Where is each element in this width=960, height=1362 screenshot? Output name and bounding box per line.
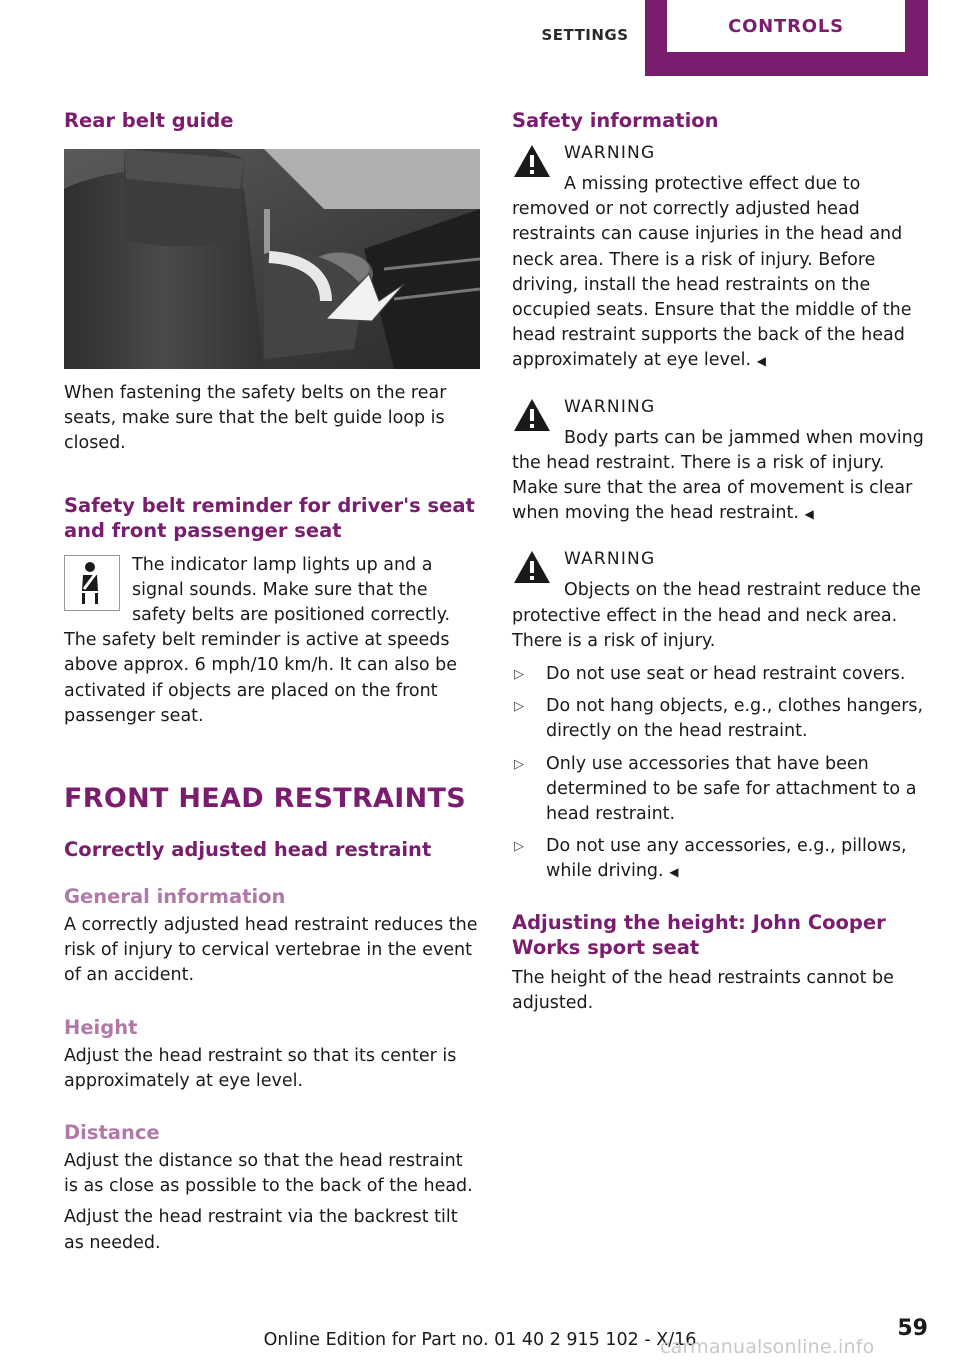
seatbelt-icon bbox=[64, 555, 120, 611]
bullet-triangle-icon: ▷ bbox=[514, 667, 524, 683]
jcw-sport-seat-heading: Adjusting the height: John Cooper Works sport seat bbox=[512, 910, 886, 959]
rear-belt-guide-photo bbox=[64, 149, 480, 369]
bullet-triangle-icon: ▷ bbox=[514, 699, 524, 715]
warning-block-1 bbox=[512, 141, 930, 375]
warning-block-3 bbox=[512, 547, 930, 654]
distance-text-1: Adjust the distance so that the head restraint is as close as possible to the back of the head. bbox=[64, 1151, 473, 1197]
warning-triangle-icon bbox=[512, 549, 552, 585]
rear-belt-guide-heading: Rear belt guide bbox=[64, 109, 234, 132]
general-information-text: A correctly adjusted head restraint reduces the risk of injury to cervical vertebrae in the event of an accident. bbox=[64, 915, 478, 986]
page-number: 59 bbox=[897, 1316, 928, 1341]
warning-label: WARNING bbox=[564, 143, 656, 163]
end-mark: ◀ bbox=[756, 354, 766, 369]
safety-belt-reminder-block bbox=[64, 553, 482, 729]
warning-triangle-icon bbox=[512, 143, 552, 179]
tab-controls bbox=[645, 0, 928, 76]
seat-photo-illustration bbox=[64, 149, 480, 369]
tab-settings: SETTINGS bbox=[541, 26, 629, 44]
front-head-restraints-heading: FRONT HEAD RESTRAINTS bbox=[64, 783, 466, 815]
warning-triangle-icon bbox=[512, 397, 552, 433]
safety-belt-reminder-heading: Safety belt reminder for driver's seat and front passenger seat bbox=[64, 493, 475, 542]
warning-label: WARNING bbox=[564, 549, 656, 570]
height-text: Adjust the head restraint so that its center is approximately at eye level. bbox=[64, 1045, 457, 1091]
warning-1-text: A missing protective effect due to removed or not correctly adjusted head restraints can cause injuries in the head and neck area. There is a risk of injury. Before driving, install the head restraints on the occupied seats. Ensure that the middle of the head restraint supports the back of the head approximately at eye level. ◀ bbox=[512, 174, 912, 371]
list-item: ▷ Do not use seat or head restraint covers. bbox=[512, 662, 930, 687]
warning-3-text: Objects on the head restraint reduce the protective effect in the head and neck area. There is a risk of injury. bbox=[512, 580, 921, 651]
list-item: ▷ Do not hang objects, e.g., clothes hangers, directly on the head restraint. bbox=[514, 696, 924, 742]
bullet-triangle-icon: ▷ bbox=[514, 756, 524, 772]
watermark: carmanualsonline.info bbox=[660, 1336, 875, 1358]
list-item: ▷ Do not use any accessories, e.g., pillows, while driving. ◀ bbox=[514, 836, 907, 882]
warning-block-2 bbox=[512, 395, 930, 528]
correctly-adjusted-heading: Correctly adjusted head restraint bbox=[64, 838, 432, 862]
rear-belt-guide-text: When fastening the safety belts on the rear seats, make sure that the belt guide loop is closed. bbox=[64, 383, 447, 454]
distance-heading: Distance bbox=[64, 1121, 160, 1145]
safety-belt-reminder-text: The indicator lamp lights up and a signal sounds. Make sure that the safety belts are positioned correctly. The safety belt reminder is active at speeds above approx. 6 mph/10 km/h. It can also be activated if objects are placed on the front passenger seat. bbox=[64, 554, 458, 726]
warning-bullet-list bbox=[512, 662, 930, 886]
warning-2-text: Body parts can be jammed when moving the head restraint. There is a risk of injury. Make sure that the area of movement is clear when moving the head restraint. ◀ bbox=[512, 427, 924, 524]
warning-label: WARNING bbox=[564, 396, 656, 417]
general-information-heading: General information bbox=[64, 885, 286, 909]
safety-information-heading: Safety information bbox=[512, 109, 719, 132]
height-heading: Height bbox=[64, 1015, 138, 1039]
distance-text-2: Adjust the head restraint via the backrest tilt as needed. bbox=[64, 1207, 458, 1253]
footer-edition: Online Edition for Part no. 01 40 2 915 102 - X/16 bbox=[263, 1330, 697, 1350]
right-column bbox=[512, 108, 930, 1016]
jcw-sport-seat-text: The height of the head restraints cannot be adjusted. bbox=[512, 967, 894, 1013]
end-mark: ◀ bbox=[669, 865, 679, 880]
list-item: ▷ Only use accessories that have been determined to be safe for attachment to a head restraint. bbox=[514, 753, 917, 825]
bullet-triangle-icon: ▷ bbox=[514, 839, 524, 855]
end-mark: ◀ bbox=[804, 507, 814, 522]
left-column bbox=[64, 108, 482, 1256]
tab-controls-label: CONTROLS bbox=[667, 0, 905, 52]
